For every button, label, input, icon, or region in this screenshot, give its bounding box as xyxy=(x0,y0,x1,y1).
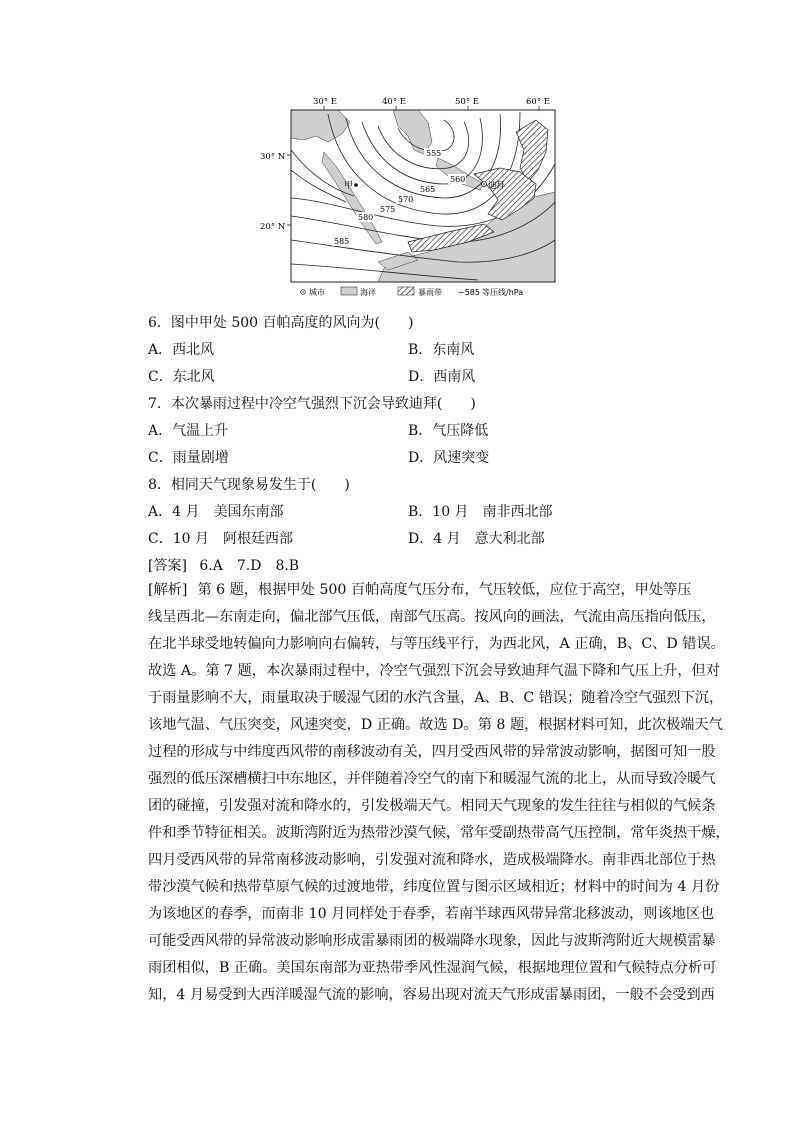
question-6-option-c: C．东北风 xyxy=(148,369,215,385)
question-7-option-c: C．雨量剧增 xyxy=(148,450,229,466)
legend-ocean-label: 海洋 xyxy=(360,288,376,297)
question-8-option-d: D．4 月 意大利北部 xyxy=(408,531,545,547)
question-6-option-b: B．东南风 xyxy=(408,342,475,358)
question-8-stem: 8．相同天气现象易发生于( ) xyxy=(148,477,350,493)
question-7-option-b: B．气压降低 xyxy=(408,423,489,439)
analysis-label: [解析] xyxy=(148,582,188,598)
lat-label-20n: 20° N xyxy=(260,222,286,232)
legend-rain-label: 暴雨带 xyxy=(418,288,442,297)
analysis-line-2: 线呈西北—东南走向，偏北部气压低，南部气压高。按风向的画法，气流由高压指向低压， xyxy=(148,609,716,625)
contour-label-560: 560 xyxy=(450,175,466,184)
contour-label-585: 585 xyxy=(334,237,350,246)
question-6-option-d: D．西南风 xyxy=(408,369,476,385)
question-7-option-d: D．风速突变 xyxy=(408,450,490,466)
lon-label-60e: 60° E xyxy=(526,97,550,107)
analysis-paragraph xyxy=(148,577,730,1009)
answer-label: [答案] xyxy=(148,558,187,574)
contour-label-580: 580 xyxy=(358,213,374,222)
lon-label-40e: 40° E xyxy=(382,97,406,107)
lon-label-30e: 30° E xyxy=(313,97,337,107)
question-7-stem: 7．本次暴雨过程中冷空气强烈下沉会导致迪拜( ) xyxy=(148,396,476,412)
question-7-option-a: A．气温上升 xyxy=(148,423,229,439)
analysis-text-1: 第 6 题，根据甲处 500 百帕高度气压分布，气压较低，应位于高空，甲处等压 xyxy=(197,582,692,598)
analysis-line-11: 四月受西风带的异常南移波动影响，引发强对流和降水，造成极端降水。南非西北部位于热 xyxy=(148,852,716,868)
legend-ocean-swatch xyxy=(341,287,357,295)
place-label-dubai: 迪拜 xyxy=(488,181,506,191)
analysis-line-15: 雨团相似，B 正确。美国东南部为亚热带季风性湿润气候，根据地理位置和气候特点分析可 xyxy=(148,960,717,976)
weather-map-figure xyxy=(258,92,558,302)
contour-label-565: 565 xyxy=(420,185,436,194)
contour-label-570: 570 xyxy=(398,195,414,204)
legend-rain-swatch xyxy=(398,287,414,295)
analysis-line-7: 过程的形成与中纬度西风带的南移波动有关，四月受西风带的异常波动影响，据图可知一股 xyxy=(148,744,716,760)
analysis-line-5: 于雨量影响不大，雨量取决于暖湿气团的水汽含量，A、B、C 错误；随着冷空气强烈下沉， xyxy=(148,690,724,706)
map-legend xyxy=(301,287,524,297)
analysis-line-1 xyxy=(148,577,692,604)
analysis-line-8: 强烈的低压深槽横扫中东地区，并伴随着冷空气的南下和暖湿气流的北上，从而导致冷暖气 xyxy=(148,771,716,787)
question-6-option-a: A．西北风 xyxy=(148,342,215,358)
question-6-stem: 6．图中甲处 500 百帕高度的风向为( ) xyxy=(148,315,414,331)
analysis-line-10: 件和季节特征相关。波斯湾附近为热带沙漠气候，常年受副热带高气压控制，常年炎热干燥， xyxy=(148,825,730,841)
analysis-line-4: 故选 A。第 7 题，本次暴雨过程中，冷空气强烈下沉会导致迪拜气温下降和气压上升，但对 xyxy=(148,663,720,679)
legend-city-label: 城市 xyxy=(309,288,325,297)
answer-text: 6.A 7.D 8.B xyxy=(199,558,300,574)
question-8-option-b: B．10 月 南非西北部 xyxy=(408,504,553,520)
answer-line xyxy=(148,555,299,575)
place-label-jia: 甲 xyxy=(344,181,354,191)
question-8-option-c: C．10 月 阿根廷西部 xyxy=(148,531,293,547)
analysis-line-12: 带沙漠气候和热带草原气候的过渡地带，纬度位置与图示区域相近；材料中的时间为 4 月份 xyxy=(148,879,720,895)
point-jia-marker xyxy=(354,183,358,187)
analysis-line-13: 为该地区的春季，而南非 10 月同样处于春季，若南半球西风带异常北移波动，则该地区也 xyxy=(148,906,715,922)
analysis-line-16: 知，4 月易受到大西洋暖湿气流的影响，容易出现对流天气形成雷暴雨团，一般不会受到西 xyxy=(148,987,715,1003)
legend-isobar-label: 等压线/hPa xyxy=(482,288,524,297)
contour-label-575: 575 xyxy=(380,205,396,214)
analysis-line-9: 团的碰撞，引发强对流和降水的，引发极端天气。相同天气现象的发生往往与相似的气候条 xyxy=(148,798,716,814)
analysis-line-14: 可能受西风带的异常波动影响形成雷暴雨团的极端降水现象，因此与波斯湾附近大规模雷暴 xyxy=(148,933,716,949)
legend-isobar-sample: ~585 xyxy=(458,288,480,297)
analysis-line-6: 该地气温、气压突变，风速突变，D 正确。故选 D。第 8 题，根据材料可知，此次极端天气 xyxy=(148,717,723,733)
analysis-line-3: 在北半球受地转偏向力影响向右偏转，与等压线平行，为西北风，A 正确，B、C、D 错误。 xyxy=(148,636,725,652)
question-8-option-a: A．4 月 美国东南部 xyxy=(148,504,284,520)
lon-label-50e: 50° E xyxy=(455,97,479,107)
contour-label-555: 555 xyxy=(426,149,442,158)
lat-label-30n: 30° N xyxy=(260,152,286,162)
